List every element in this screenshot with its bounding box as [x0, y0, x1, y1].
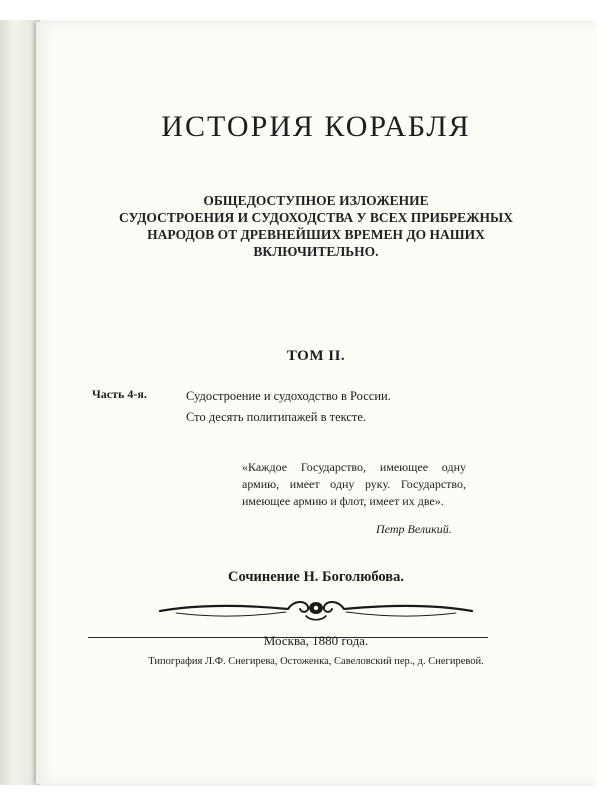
author-line: Сочинение Н. Боголюбова.	[228, 569, 404, 585]
epigraph-author: Петр Великий.	[376, 522, 452, 536]
printer-imprint: Типография Л.Ф. Снегирева, Остоженка, Савеловский пер., д. Снегиревой.	[148, 656, 484, 667]
subtitle-line: НАРОДОВ ОТ ДРЕВНЕЙШИХ ВРЕМЕН ДО НАШИХ	[147, 227, 485, 242]
publication-place-year: Москва, 1880 года.	[263, 633, 369, 648]
part-label: Часть 4-я.	[92, 387, 147, 401]
volume-number: ТОМ II.	[286, 348, 346, 364]
title-page	[36, 22, 596, 784]
subtitle-line: ОБЩЕДОСТУПНОЕ ИЗЛОЖЕНИЕ	[203, 193, 429, 208]
subtitle-line: СУДОСТРОЕНИЯ И СУДОХОДСТВА У ВСЕХ ПРИБРЕЖНЫХ	[119, 210, 513, 225]
part-line: Сто десять политипажей в тексте.	[186, 410, 367, 424]
book-subtitle	[36, 192, 596, 260]
book-page-edges	[0, 20, 40, 785]
part-line: Судостроение и судоходство в России.	[186, 389, 391, 403]
book-title: ИСТОРИЯ КОРАБЛЯ	[161, 110, 471, 143]
decorative-ornament-icon	[156, 594, 476, 624]
epigraph-quote: «Каждое Государство, имеющее одну армию, имеет одну руку. Государство, имеющее армию и флот, имеет их две».	[242, 460, 466, 508]
subtitle-line: ВКЛЮЧИТЕЛЬНО.	[253, 244, 379, 259]
part-description	[186, 386, 391, 428]
